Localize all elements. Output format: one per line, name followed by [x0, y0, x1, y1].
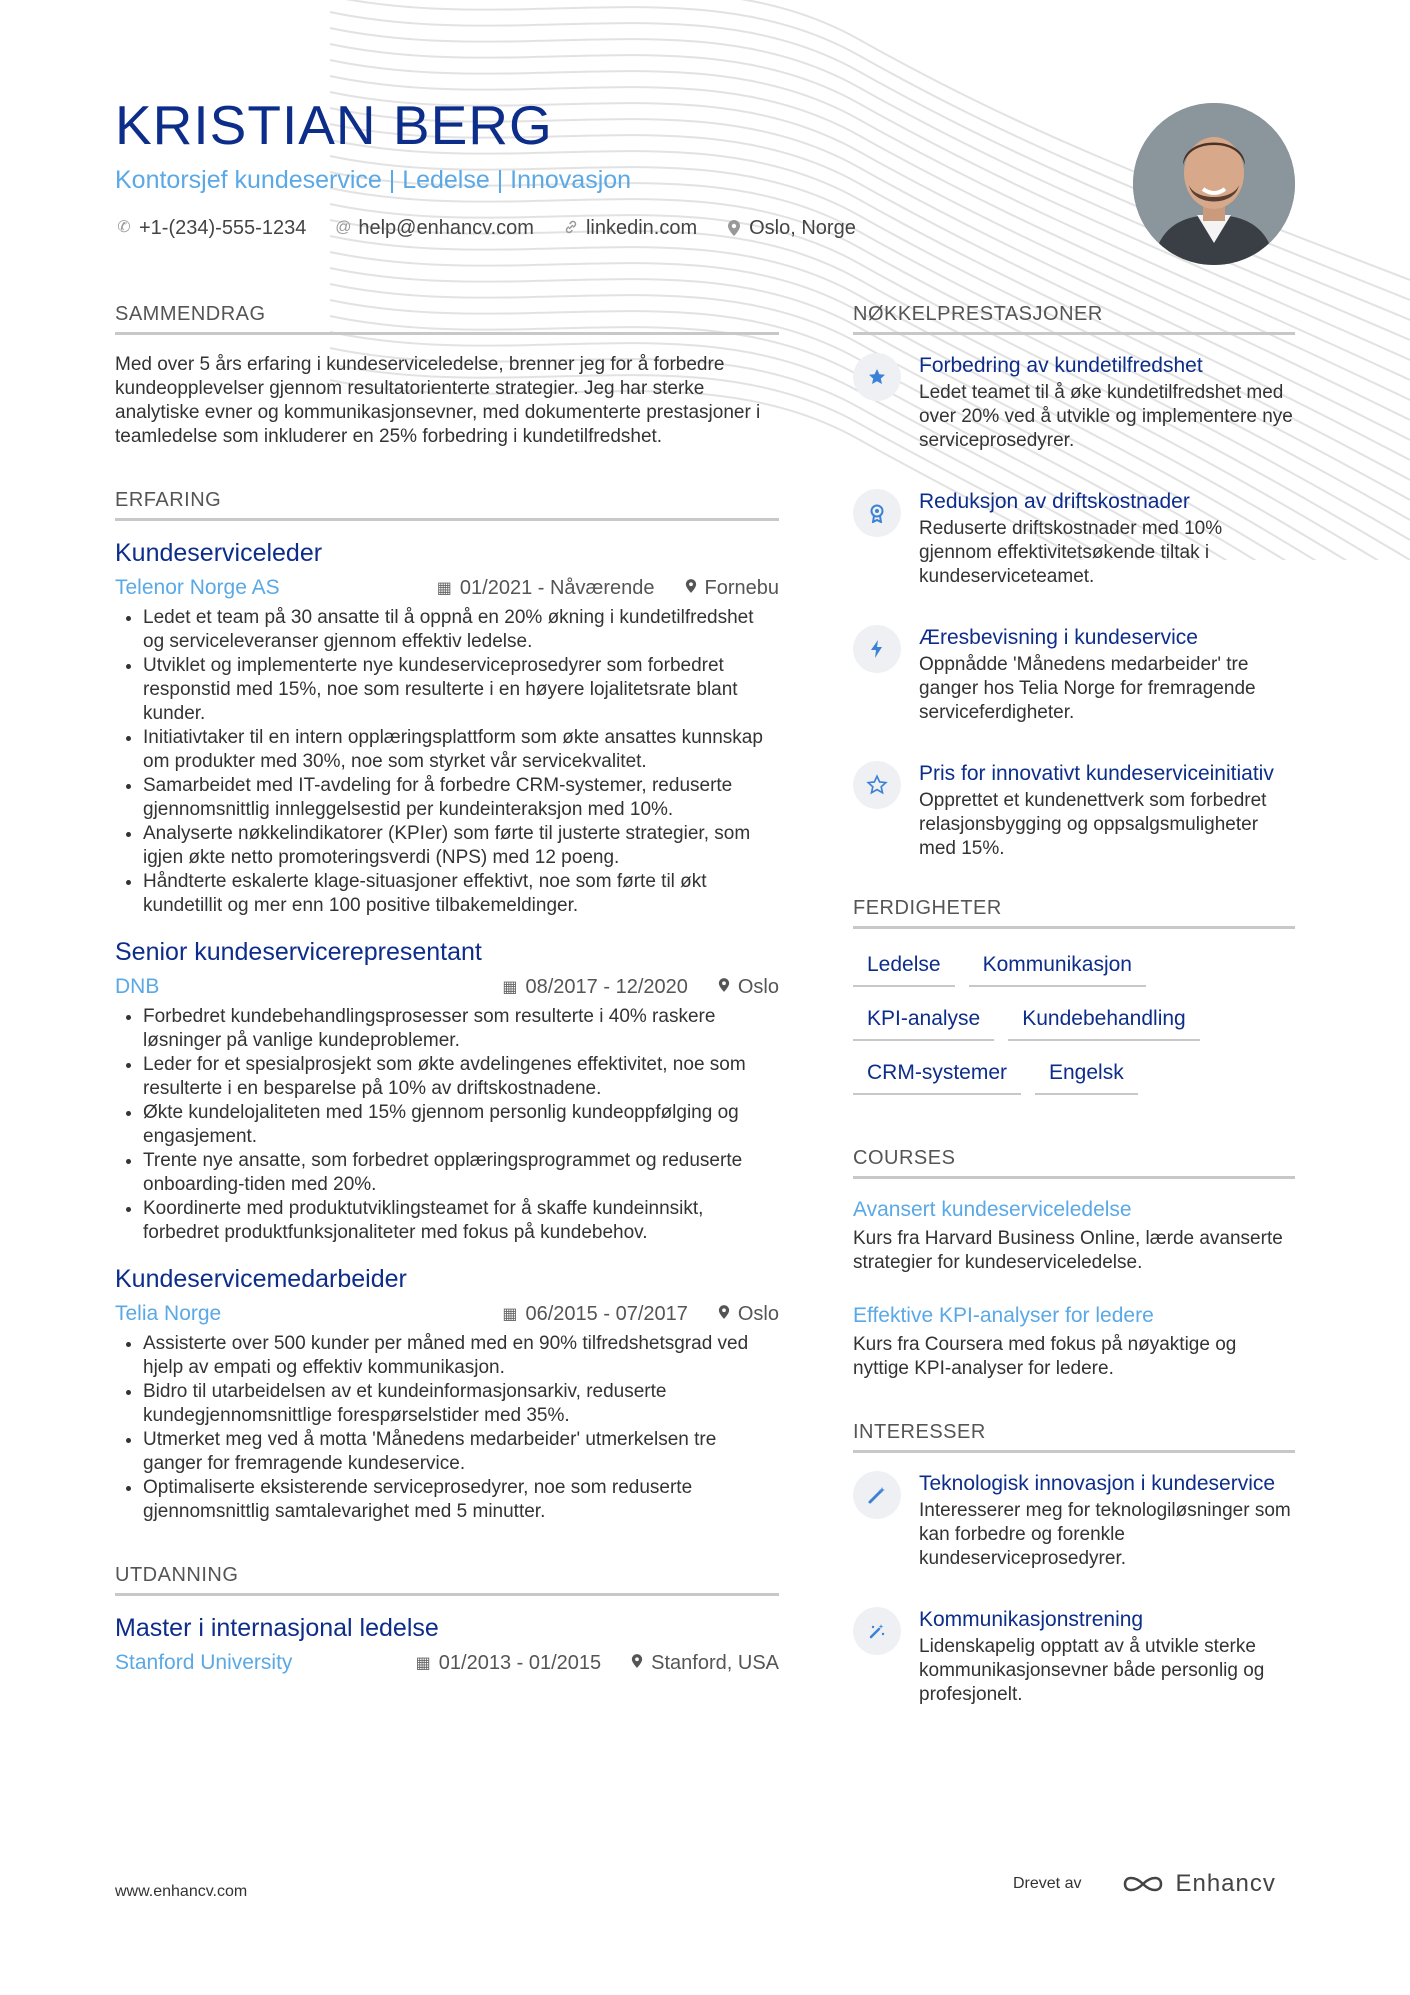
candidate-subtitle: Kontorsjef kundeservice | Ledelse | Innovasjon [115, 165, 632, 194]
achievement-description: Ledet teamet til å øke kundetilfredshet med over 20% ved å utvikle og implementere nye serviceprosedyrer. [919, 382, 1293, 451]
education-meta [115, 1651, 779, 1675]
job-title: Kundeserviceleder [115, 539, 323, 567]
interests-heading: INTERESSER [853, 1421, 1295, 1453]
interest-description: Lidenskapelig opptatt av å utvikle sterke kommunikasjonsevner både personlig og profesjonelt. [919, 1636, 1265, 1705]
company-name: DNB [115, 975, 160, 998]
lightning-icon [853, 625, 901, 673]
education-heading: UTDANNING [115, 1564, 779, 1596]
right-column [853, 303, 1295, 1743]
achievement-body [919, 353, 1295, 453]
phone-icon: ✆ [117, 219, 131, 236]
bullet-item: • Samarbeidet med IT-avdeling for å forbedre CRM-systemer, reduserte gjennomsnittlig innleggelsestid per kundeinteraksjon med 10%. [143, 774, 779, 822]
star-badge-icon [853, 353, 901, 401]
bullet-item: • Assisterte over 500 kunder per måned med en 90% tilfredshetsgrad ved hjelp av empati og effektiv kommunikasjon. [143, 1332, 779, 1380]
linkedin-text[interactable]: linkedin.com [585, 216, 698, 239]
footer-branding [1013, 1870, 1276, 1898]
contact-linkedin[interactable] [562, 217, 697, 240]
course-description: Kurs fra Harvard Business Online, lærde avanserte strategier for kundeserviceledelse. [853, 1228, 1283, 1273]
experience-heading: ERFARING [115, 489, 779, 521]
education-dates [416, 1652, 602, 1675]
bullet-item: • Initiativtaker til en intern opplæringsplattform som økte ansattes kunnskap om produkter med 30%, noe som styrket vår servicekvalitet. [143, 726, 779, 774]
location-pin-icon [718, 1304, 730, 1325]
school-name: Stanford University [115, 1651, 293, 1674]
contact-phone [115, 217, 306, 240]
at-icon: @ [335, 219, 352, 236]
location-text: Oslo, Norge [749, 216, 856, 239]
header [115, 95, 1115, 240]
email-text[interactable]: help@enhancv.com [358, 216, 534, 239]
achievement-body [919, 625, 1295, 725]
degree-title: Master i internasjonal ledelse [115, 1614, 439, 1642]
contact-email[interactable] [334, 217, 534, 240]
profile-photo [1133, 103, 1295, 265]
calendar-icon: ▦ [502, 979, 518, 996]
interest-body [919, 1471, 1295, 1571]
award-ribbon-icon [853, 489, 901, 537]
achievement-item [853, 761, 1295, 861]
company-name: Telia Norge [115, 1302, 222, 1325]
left-column [115, 303, 779, 1695]
interest-title: Teknologisk innovasjon i kundeservice [919, 1472, 1276, 1495]
skill-tag: Kommunikasjon [969, 947, 1146, 987]
achievement-body [919, 761, 1295, 861]
course-item [853, 1303, 1295, 1381]
education-entry [115, 1614, 779, 1675]
job-location [685, 577, 780, 600]
job-location-text: Fornebu [704, 576, 779, 599]
bullet-item: • Ledet et team på 30 ansatte til å oppnå en 20% økning i kundetilfredshet og serviceleveranser gjennom effektiv ledelse. [143, 606, 779, 654]
contact-row [115, 217, 1115, 240]
bullet-item: • Utmerket meg ved å motta 'Månedens medarbeider' utmerkelsen tre ganger for fremragende kundeservice. [143, 1428, 779, 1476]
bullet-item: • Økte kundelojaliteten med 15% gjennom personlig kundeoppfølging og engasjement. [143, 1101, 779, 1149]
calendar-icon: ▦ [415, 1655, 431, 1672]
job-bullets [115, 1332, 779, 1524]
bullet-item: • Bidro til utarbeidelsen av et kundeinformasjonsarkiv, reduserte kundegjennomsnittlige forespørselstider med 35%. [143, 1380, 779, 1428]
interest-item [853, 1607, 1295, 1707]
magic-wand-icon [853, 1471, 901, 1519]
job-bullets [115, 606, 779, 918]
sparkle-wand-icon [853, 1607, 901, 1655]
star-icon [853, 761, 901, 809]
calendar-icon: ▦ [436, 580, 452, 597]
bullet-item: • Utviklet og implementerte nye kundeserviceprosedyrer som forbedret responstid med 15%, noe som resulterte i en høyere lojalitetsrate blant kunder. [143, 654, 779, 726]
job-meta [115, 1302, 779, 1326]
skill-tag: Engelsk [1035, 1055, 1138, 1095]
bullet-item: • Leder for et spesialprosjekt som økte avdelingenes effektivitet, noe som resulterte i en besparelse på 10% av driftskostnadene. [143, 1053, 779, 1101]
job-dates [502, 1303, 688, 1326]
job-entry [115, 539, 779, 918]
achievement-item [853, 489, 1295, 589]
job-dates-text: 06/2015 - 07/2017 [525, 1302, 688, 1325]
course-description: Kurs fra Coursera med fokus på nøyaktige og nyttige KPI-analyser for ledere. [853, 1334, 1237, 1379]
bullet-item: • Koordinerte med produktutviklingsteamet for å skaffe kundeinnsikt, forbedret produktfunksjonaliteter med fokus på kundebehov. [143, 1197, 779, 1245]
skill-tag: Ledelse [853, 947, 955, 987]
interest-body [919, 1607, 1295, 1707]
job-location-text: Oslo [737, 975, 779, 998]
bullet-item: • Håndterte eskalerte klage-situasjoner effektivt, noe som førte til økt kundetillit og mer enn 100 positive tilbakemeldinger. [143, 870, 779, 918]
achievement-item [853, 625, 1295, 725]
location-pin-icon [718, 977, 730, 998]
achievement-title: Pris for innovativt kundeserviceinitiativ [919, 762, 1274, 785]
courses-list [853, 1197, 1295, 1381]
job-meta [115, 576, 779, 600]
summary-heading: SAMMENDRAG [115, 303, 779, 335]
bullet-item: • Analyserte nøkkelindikatorer (KPIer) som førte til justerte strategier, som igjen økte netto promoteringsverdi (NPS) med 12 poeng. [143, 822, 779, 870]
achievements-heading: NØKKELPRESTASJONER [853, 303, 1295, 335]
interest-title: Kommunikasjonstrening [919, 1608, 1144, 1631]
interest-description: Interesserer meg for teknologiløsninger som kan forbedre og forenkle kundeserviceprosedyrer. [919, 1500, 1291, 1569]
course-item [853, 1197, 1295, 1275]
skill-tag: KPI-analyse [853, 1001, 994, 1041]
phone-text: +1-(234)-555-1234 [139, 216, 307, 239]
achievement-item [853, 353, 1295, 453]
job-location [718, 1303, 779, 1326]
candidate-name: KRISTIAN BERG [115, 94, 553, 156]
job-title: Senior kundeservicerepresentant [115, 938, 482, 966]
achievement-title: Reduksjon av driftskostnader [919, 490, 1190, 513]
experience-list [115, 539, 779, 1524]
powered-by-label: Drevet av [1013, 1875, 1082, 1892]
job-location [718, 976, 779, 999]
education-location [631, 1652, 779, 1675]
bullet-item: • Trente nye ansatte, som forbedret opplæringsprogrammet og reduserte onboarding-tiden med 20%. [143, 1149, 779, 1197]
skill-tag: Kundebehandling [1008, 1001, 1200, 1041]
job-bullets [115, 1005, 779, 1245]
achievement-description: Opprettet et kundenettverk som forbedret relasjonsbygging og oppsalgsmuligheter med 15%. [919, 790, 1267, 859]
summary-text: Med over 5 års erfaring i kundeserviceledelse, brenner jeg for å forbedre kundeopplevelser gjennom resultatorienterte strategier. Jeg har sterke analytiske evner og kommunikasjonsevner, med dokumenterte prestasjoner i teamledelse som inkluderer en 25% forbedring i kundetilfredshet. [115, 354, 761, 447]
bullet-item: • Forbedret kundebehandlingsprosesser som resulterte i 40% raskere løsninger på vanlige kundeproblemer. [143, 1005, 779, 1053]
education-location-text: Stanford, USA [651, 1651, 779, 1674]
location-pin-icon [685, 578, 697, 599]
skills-heading: FERDIGHETER [853, 897, 1295, 929]
course-title[interactable]: Avansert kundeserviceledelse [853, 1198, 1132, 1221]
job-entry [115, 938, 779, 1245]
job-dates-text: 01/2021 - Nåværende [459, 576, 655, 599]
location-pin-icon [631, 1653, 643, 1674]
achievement-body [919, 489, 1295, 589]
interest-item [853, 1471, 1295, 1571]
bullet-item: • Optimaliserte eksisterende serviceprosedyrer, noe som reduserte gjennomsnittlig samtalevarighet med 5 minutter. [143, 1476, 779, 1524]
job-location-text: Oslo [737, 1302, 779, 1325]
skill-tag: CRM-systemer [853, 1055, 1021, 1095]
achievement-description: Reduserte driftskostnader med 10% gjennom effektivitetsøkende tiltak i kundeserviceteamet. [919, 518, 1223, 587]
link-icon [562, 219, 580, 237]
calendar-icon: ▦ [502, 1306, 518, 1323]
achievement-description: Oppnådde 'Månedens medarbeider' tre ganger hos Telia Norge for fremragende serviceferdigheter. [919, 654, 1256, 723]
job-title: Kundeservicemedarbeider [115, 1265, 407, 1293]
achievement-title: Forbedring av kundetilfredshet [919, 354, 1203, 377]
interests-list [853, 1471, 1295, 1707]
job-dates [437, 577, 655, 600]
footer-website[interactable]: www.enhancv.com [115, 1883, 248, 1900]
education-dates-text: 01/2013 - 01/2015 [438, 1651, 602, 1674]
job-dates [502, 976, 688, 999]
brand-name: Enhancv [1175, 1870, 1276, 1897]
contact-location [725, 217, 856, 240]
job-entry [115, 1265, 779, 1524]
brand-logo[interactable] [1121, 1870, 1275, 1898]
enhancv-logo-icon [1121, 1872, 1165, 1896]
courses-heading: COURSES [853, 1147, 1295, 1179]
job-meta [115, 975, 779, 999]
job-dates-text: 08/2017 - 12/2020 [525, 975, 688, 998]
location-pin-icon [725, 219, 743, 237]
skills-list [853, 947, 1293, 1095]
company-name: Telenor Norge AS [115, 576, 280, 599]
course-title[interactable]: Effektive KPI-analyser for ledere [853, 1304, 1154, 1327]
achievements-list [853, 353, 1295, 861]
achievement-title: Æresbevisning i kundeservice [919, 626, 1198, 649]
